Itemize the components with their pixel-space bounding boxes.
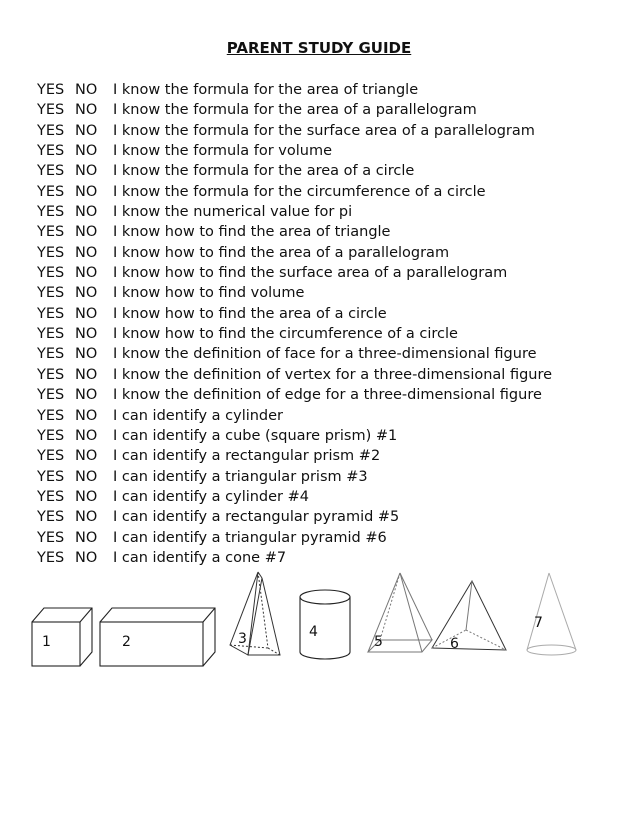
page-title: PARENT STUDY GUIDE bbox=[226, 39, 412, 57]
yes-option[interactable]: YES bbox=[37, 468, 65, 485]
yes-option[interactable]: YES bbox=[37, 549, 65, 566]
yes-option[interactable]: YES bbox=[37, 163, 65, 180]
item-text: I know the formula for the area of triangle bbox=[113, 82, 419, 98]
no-option[interactable]: NO bbox=[75, 102, 98, 119]
cube-figure bbox=[32, 608, 92, 666]
no-option[interactable]: NO bbox=[75, 224, 98, 241]
item-text: I know how to find the surface area of a parallelogram bbox=[113, 265, 508, 282]
yes-option[interactable]: YES bbox=[37, 326, 65, 343]
item-text: I know the formula for the surface area of a parallelogram bbox=[113, 122, 535, 139]
yes-option[interactable]: YES bbox=[37, 407, 65, 424]
item-text: I know how to find volume bbox=[113, 285, 305, 302]
yes-option[interactable]: YES bbox=[37, 387, 65, 404]
item-text: I know the formula for the circumference of a circle bbox=[113, 183, 486, 200]
no-option[interactable]: NO bbox=[75, 427, 98, 444]
no-option[interactable]: NO bbox=[75, 265, 98, 282]
item-text: I know the definition of vertex for a three-dimensional figure bbox=[113, 366, 553, 383]
item-text: I can identify a rectangular prism #2 bbox=[113, 448, 381, 465]
no-option[interactable]: NO bbox=[75, 183, 98, 200]
no-option[interactable]: NO bbox=[75, 143, 98, 160]
figure-label-7: 7 bbox=[534, 615, 543, 631]
item-text: I know how to find the area of a circle bbox=[113, 305, 387, 322]
cone-figure bbox=[527, 573, 576, 655]
no-option[interactable]: NO bbox=[75, 366, 98, 383]
no-option[interactable]: NO bbox=[75, 346, 98, 363]
item-text: I can identify a cone #7 bbox=[113, 549, 287, 566]
yes-option[interactable]: YES bbox=[37, 82, 65, 98]
no-option[interactable]: NO bbox=[75, 407, 98, 424]
list-item bbox=[37, 243, 552, 263]
yes-option[interactable]: YES bbox=[37, 366, 65, 383]
figure-label-5: 5 bbox=[374, 634, 383, 650]
list-item bbox=[37, 406, 552, 426]
no-option[interactable]: NO bbox=[75, 122, 98, 139]
no-option[interactable]: NO bbox=[75, 305, 98, 322]
list-item bbox=[37, 141, 552, 161]
list-item bbox=[37, 365, 552, 385]
item-text: I can identify a cylinder bbox=[113, 407, 284, 424]
list-item bbox=[37, 283, 552, 303]
yes-option[interactable]: YES bbox=[37, 427, 65, 444]
item-text: I can identify a cylinder #4 bbox=[113, 488, 310, 505]
item-text: I know the numerical value for pi bbox=[113, 204, 353, 221]
list-item bbox=[37, 263, 552, 283]
figure-label-6: 6 bbox=[450, 636, 459, 652]
no-option[interactable]: NO bbox=[75, 529, 98, 546]
list-item bbox=[37, 182, 552, 202]
no-option[interactable]: NO bbox=[75, 244, 98, 261]
no-option[interactable]: NO bbox=[75, 204, 98, 221]
yes-option[interactable]: YES bbox=[37, 122, 65, 139]
figure-label-1: 1 bbox=[42, 634, 51, 650]
figure-label-4: 4 bbox=[309, 624, 318, 640]
no-option[interactable]: NO bbox=[75, 163, 98, 180]
list-item bbox=[37, 100, 552, 120]
no-option[interactable]: NO bbox=[75, 285, 98, 302]
item-text: I know how to find the circumference of a circle bbox=[113, 326, 458, 343]
item-text: I know the formula for the area of a parallelogram bbox=[113, 102, 477, 119]
list-item bbox=[37, 121, 552, 141]
yes-option[interactable]: YES bbox=[37, 509, 65, 526]
rectangular-pyramid-figure bbox=[368, 573, 432, 652]
list-item bbox=[37, 202, 552, 222]
list-item bbox=[37, 344, 552, 364]
yes-option[interactable]: YES bbox=[37, 285, 65, 302]
list-item bbox=[37, 324, 552, 344]
yes-option[interactable]: YES bbox=[37, 529, 65, 546]
yes-option[interactable]: YES bbox=[37, 224, 65, 241]
list-item bbox=[37, 222, 552, 242]
list-item bbox=[37, 304, 552, 324]
item-text: I can identify a triangular pyramid #6 bbox=[113, 529, 387, 546]
item-text: I know the formula for volume bbox=[113, 143, 333, 160]
list-item bbox=[37, 80, 552, 100]
list-item bbox=[37, 507, 552, 527]
cylinder-figure bbox=[300, 590, 350, 659]
item-text: I can identify a triangular prism #3 bbox=[113, 468, 368, 485]
yes-option[interactable]: YES bbox=[37, 204, 65, 221]
yes-option[interactable]: YES bbox=[37, 183, 65, 200]
yes-option[interactable]: YES bbox=[37, 244, 65, 261]
no-option[interactable]: NO bbox=[75, 549, 98, 566]
triangular-prism-figure bbox=[230, 572, 280, 655]
item-text: I know how to find the area of a parallelogram bbox=[113, 244, 450, 261]
yes-option[interactable]: YES bbox=[37, 346, 65, 363]
figure-label-3: 3 bbox=[238, 631, 247, 647]
no-option[interactable]: NO bbox=[75, 488, 98, 505]
no-option[interactable]: NO bbox=[75, 82, 98, 98]
item-text: I can identify a cube (square prism) #1 bbox=[113, 427, 398, 444]
no-option[interactable]: NO bbox=[75, 448, 98, 465]
item-text: I know the definition of face for a three-dimensional figure bbox=[113, 346, 537, 363]
list-item bbox=[37, 161, 552, 181]
no-option[interactable]: NO bbox=[75, 468, 98, 485]
list-item bbox=[37, 385, 552, 405]
list-item bbox=[37, 426, 552, 446]
no-option[interactable]: NO bbox=[75, 387, 98, 404]
rectangular-prism-figure bbox=[100, 608, 215, 666]
yes-option[interactable]: YES bbox=[37, 102, 65, 119]
list-item bbox=[37, 446, 552, 466]
yes-option[interactable]: YES bbox=[37, 305, 65, 322]
item-text: I can identify a rectangular pyramid #5 bbox=[113, 509, 400, 526]
figure-label-2: 2 bbox=[122, 634, 131, 650]
yes-option[interactable]: YES bbox=[37, 448, 65, 465]
checklist bbox=[37, 80, 552, 568]
geometric-figures bbox=[0, 560, 638, 670]
item-text: I know how to find the area of triangle bbox=[113, 224, 391, 241]
yes-option[interactable]: YES bbox=[37, 488, 65, 505]
yes-option[interactable]: YES bbox=[37, 265, 65, 282]
item-text: I know the definition of edge for a three-dimensional figure bbox=[113, 387, 542, 404]
item-text: I know the formula for the area of a circle bbox=[113, 163, 415, 180]
triangular-pyramid-figure bbox=[432, 581, 506, 652]
list-item bbox=[37, 487, 552, 507]
yes-option[interactable]: YES bbox=[37, 143, 65, 160]
no-option[interactable]: NO bbox=[75, 326, 98, 343]
list-item bbox=[37, 528, 552, 548]
no-option[interactable]: NO bbox=[75, 509, 98, 526]
list-item bbox=[37, 467, 552, 487]
